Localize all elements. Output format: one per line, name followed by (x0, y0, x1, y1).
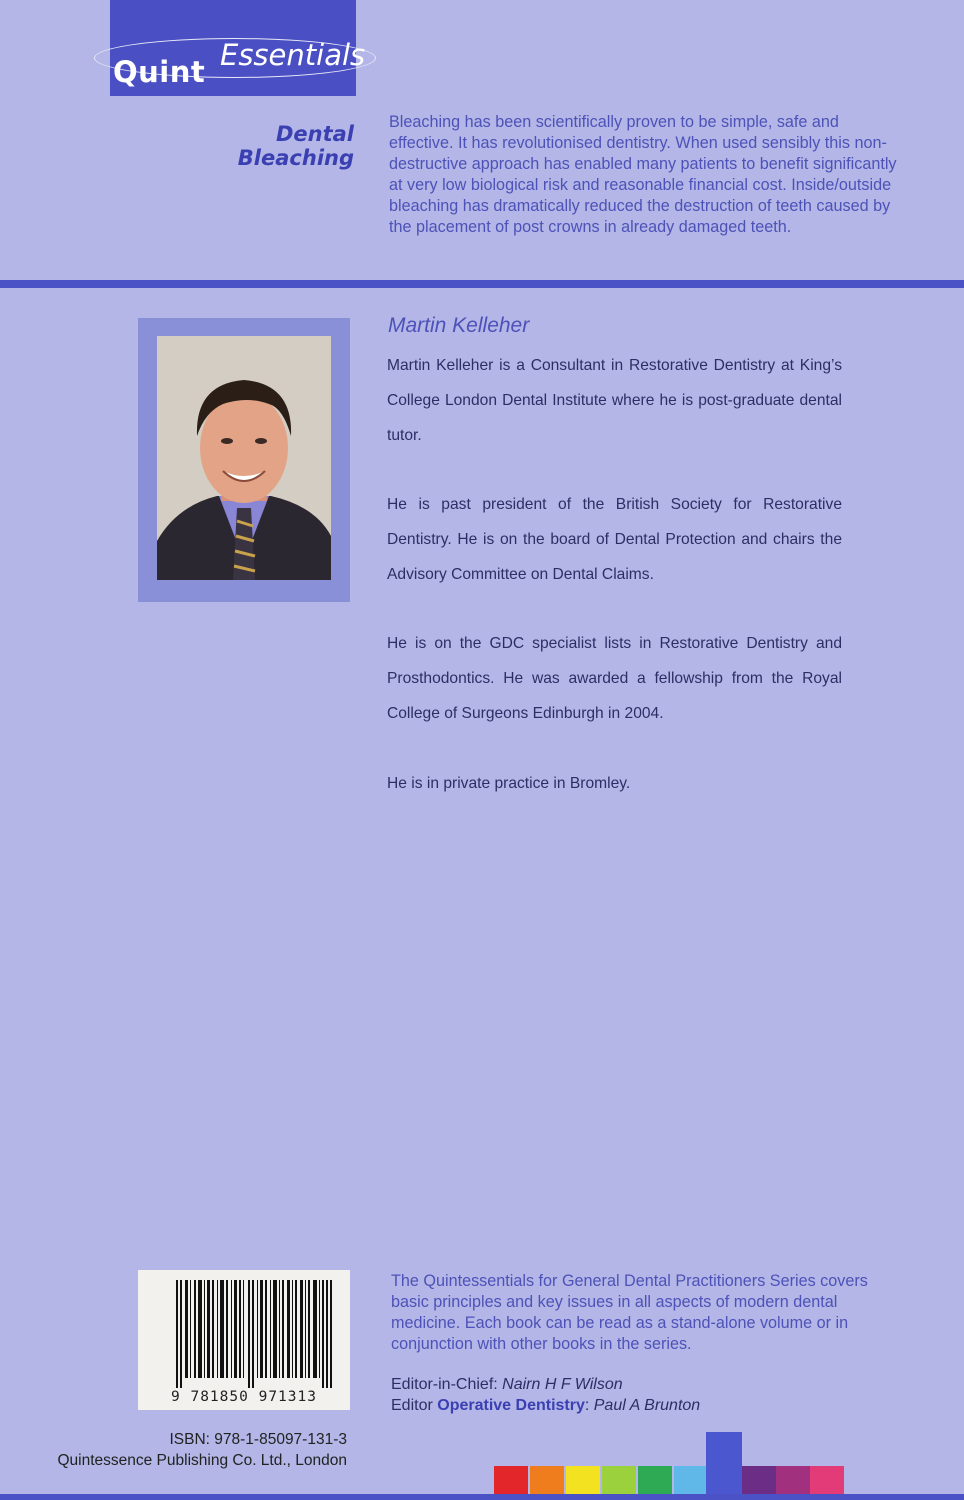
publisher: Quintessence Publishing Co. Ltd., London (57, 1452, 347, 1469)
isbn: ISBN: 978-1-85097-131-3 (169, 1431, 347, 1448)
colour-swatch (706, 1432, 742, 1500)
editor-label: Editor (391, 1397, 438, 1414)
barcode (176, 1280, 332, 1388)
logo-essentials: Essentials (220, 38, 366, 72)
author-bio-paragraph: Martin Kelleher is a Consultant in Restorative Dentistry at King’s College London Dental Institute where he is post-graduate dental tutor. (387, 357, 842, 444)
editor-name: Paul A Brunton (593, 1397, 701, 1414)
editor-area: Operative Dentistry (437, 1397, 585, 1414)
author-photo (157, 336, 331, 580)
series-description: The Quintessentials for General Dental Practitioners Series covers basic principles and key issues in all aspects of modern dental medicine. Each book can be read as a stand-alone volume or in conjunction with other books in the series. (391, 1272, 868, 1353)
editor-in-chief-label: Editor-in-Chief: (391, 1376, 503, 1393)
author-name: Martin Kelleher (388, 314, 530, 337)
bottom-rule (0, 1494, 964, 1500)
editor-operative-line (391, 1397, 700, 1415)
editor-separator: : (584, 1397, 594, 1414)
barcode-number: 9 781850 971313 (171, 1389, 317, 1405)
logo-quint: Quint (113, 55, 206, 89)
book-blurb: Bleaching has been scientifically proven to be simple, safe and effective. It has revolutionised dentistry. When used sensibly this non-destructive approach has enabled many patients to benefit significantly at very low biological risk and reasonable financial cost. Inside/outside bleaching has dramatically reduced the destruction of teeth caused by the placement of post crowns in already damaged teeth. (389, 113, 897, 236)
editor-in-chief-line (391, 1376, 623, 1394)
book-title: Dental Bleaching (237, 122, 354, 170)
section-divider (0, 280, 964, 288)
editor-in-chief-name: Nairn H F Wilson (502, 1376, 623, 1393)
author-bio-paragraph: He is past president of the British Society for Restorative Dentistry. He is on the board of Dental Protection and chairs the Advisory Committee on Dental Claims. (387, 496, 842, 583)
author-bio-paragraph: He is on the GDC specialist lists in Restorative Dentistry and Prosthodontics. He was awarded a fellowship from the Royal College of Surgeons Edinburgh in 2004. (387, 635, 842, 722)
author-bio-paragraph: He is in private practice in Bromley. (387, 775, 631, 792)
